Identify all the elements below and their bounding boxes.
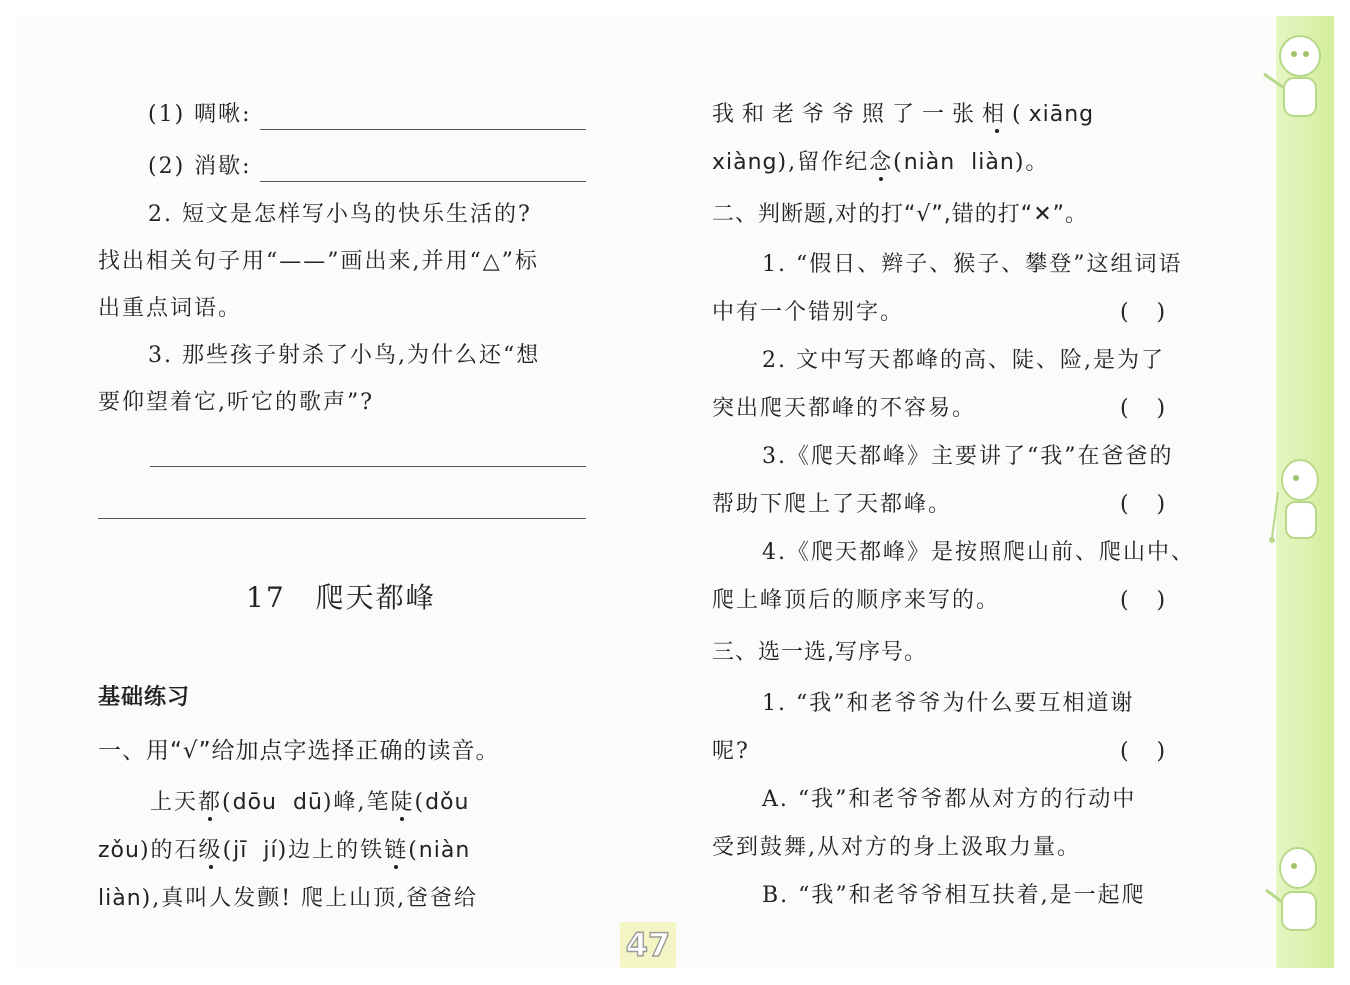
question-3-line-1: 3. 那些孩子射杀了小鸟,为什么还“想 bbox=[148, 343, 541, 368]
lesson-number: 17 bbox=[246, 581, 286, 614]
exercise-1-line-2: zǒu)的石级(jī jí)边上的铁链(niàn bbox=[98, 838, 471, 863]
section-2-heading: 二、判断题,对的打“√”,错的打“✕”。 bbox=[712, 202, 1089, 227]
q2-answer-line[interactable] bbox=[260, 181, 586, 182]
section-3-heading: 三、选一选,写序号。 bbox=[712, 640, 927, 665]
q3-answer-line-1[interactable] bbox=[150, 466, 586, 467]
judge-4-line-2: 爬上峰顶后的顺序来写的。 bbox=[712, 588, 1001, 613]
pinyin-choice[interactable]: xiàng bbox=[712, 150, 778, 175]
question-2-line-3: 出重点词语。 bbox=[98, 296, 243, 321]
option-a-line-2: 受到鼓舞,从对方的身上汲取力量。 bbox=[712, 835, 1081, 860]
judge-4-line-1: 4.《爬天都峰》是按照爬山前、爬山中、 bbox=[762, 540, 1195, 565]
option-b-line-1: B. “我”和老爷爷相互扶着,是一起爬 bbox=[762, 883, 1146, 908]
question-3-line-2: 要仰望着它,听它的歌声”? bbox=[98, 390, 375, 415]
judge-3-answer[interactable]: ( ) bbox=[1120, 492, 1166, 517]
judge-2-answer[interactable]: ( ) bbox=[1120, 396, 1166, 421]
judge-1-answer[interactable]: ( ) bbox=[1120, 300, 1166, 325]
judge-2-line-1: 2. 文中写天都峰的高、陡、险,是为了 bbox=[762, 348, 1165, 373]
pinyin-choice[interactable]: liàn bbox=[98, 886, 142, 911]
cartoon-character-bottom-icon bbox=[1254, 836, 1334, 942]
page-number: 47 bbox=[620, 922, 676, 968]
dotted-char: 相 bbox=[982, 102, 1013, 127]
judge-4-answer[interactable]: ( ) bbox=[1120, 588, 1166, 613]
q1-answer-line[interactable] bbox=[260, 129, 586, 130]
dotted-char: 陡 bbox=[390, 790, 415, 815]
q3-answer-line-2[interactable] bbox=[98, 518, 586, 519]
cartoon-character-middle-icon bbox=[1254, 452, 1334, 557]
pinyin-choice[interactable]: jī jí bbox=[233, 838, 278, 863]
exercise-1-line-1: 上天都(dōu dū)峰,笔陡(dǒu bbox=[150, 790, 470, 815]
pinyin-choice[interactable]: zǒu bbox=[98, 838, 140, 863]
cartoon-character-top-icon bbox=[1254, 24, 1334, 134]
q2-label: (2) 消歇: bbox=[148, 154, 252, 179]
pinyin-choice[interactable]: dǒu bbox=[425, 790, 470, 815]
judge-1-line-1: 1. “假日、辫子、猴子、攀登”这组词语 bbox=[762, 252, 1183, 277]
select-1-line-2: 呢? bbox=[712, 739, 750, 764]
question-2-line-2: 找出相关句子用“——”画出来,并用“△”标 bbox=[98, 249, 539, 274]
right-line-2: xiàng),留作纪念(niàn liàn)。 bbox=[712, 150, 1050, 175]
pinyin-choice[interactable]: niàn liàn bbox=[903, 150, 1015, 175]
lesson-title bbox=[246, 580, 436, 616]
pinyin-choice[interactable]: niàn bbox=[418, 838, 471, 863]
dotted-char: 都 bbox=[198, 790, 223, 815]
judge-2-line-2: 突出爬天都峰的不容易。 bbox=[712, 396, 977, 421]
dotted-char: 级 bbox=[198, 838, 223, 863]
select-1-line-1: 1. “我”和老爷爷为什么要互相道谢 bbox=[762, 691, 1135, 716]
judge-3-line-2: 帮助下爬上了天都峰。 bbox=[712, 492, 953, 517]
dotted-char: 念 bbox=[869, 150, 894, 175]
judge-1-line-2: 中有一个错别字。 bbox=[712, 300, 905, 325]
question-2-line-1: 2. 短文是怎样写小鸟的快乐生活的? bbox=[148, 202, 532, 227]
option-a-line-1: A. “我”和老爷爷都从对方的行动中 bbox=[762, 787, 1137, 812]
lesson-name: 爬天都峰 bbox=[315, 581, 436, 614]
exercise-1-heading: 一、用“√”给加点字选择正确的读音。 bbox=[98, 738, 500, 764]
q1-label: (1) 啁啾: bbox=[148, 102, 252, 127]
right-line-1: 我和老爷爷照了一张相(xiāng bbox=[712, 102, 1095, 127]
pinyin-choice[interactable]: dōu dū bbox=[232, 790, 323, 815]
select-1-answer[interactable]: ( ) bbox=[1120, 739, 1166, 764]
exercise-1-line-3: liàn),真叫人发颤! 爬上山顶,爸爸给 bbox=[98, 886, 479, 911]
section-label: 基础练习 bbox=[98, 685, 191, 710]
judge-3-line-1: 3.《爬天都峰》主要讲了“我”在爸爸的 bbox=[762, 444, 1174, 469]
dotted-char: 链 bbox=[384, 838, 409, 863]
pinyin-choice[interactable]: xiāng bbox=[1028, 102, 1095, 127]
